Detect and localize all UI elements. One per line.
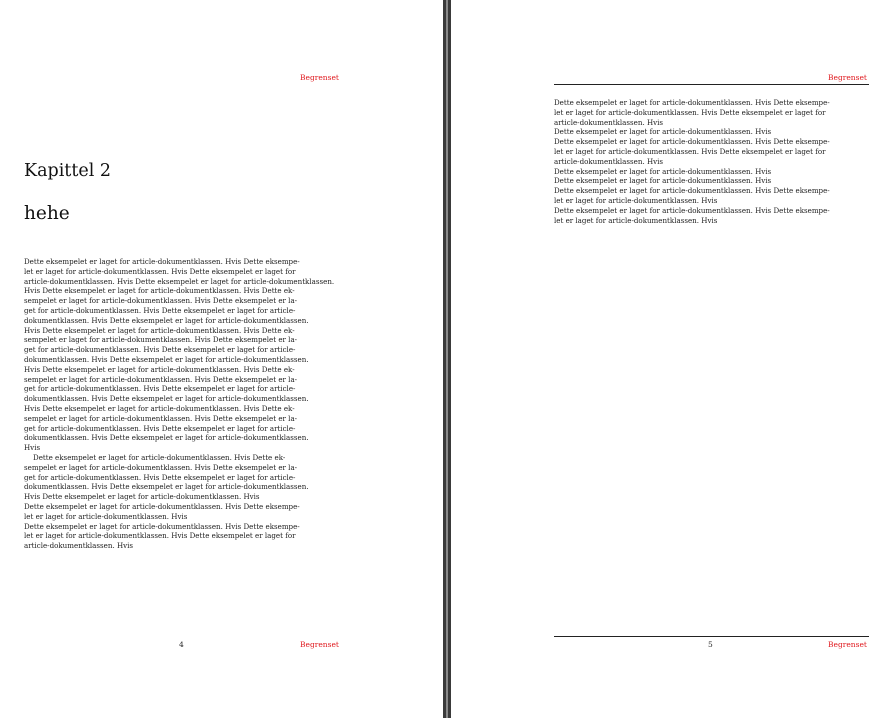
text-line: get for article-dokumentklassen. Hvis Dette eksempelet er laget for article- bbox=[24, 345, 296, 355]
text-line: Dette eksempelet er laget for article-dokumentklassen. Hvis Dette eksempe- bbox=[554, 137, 830, 147]
text-line: Hvis Dette eksempelet er laget for article-dokumentklassen. Hvis Dette ek- bbox=[24, 325, 295, 335]
text-line: sempelet er laget for article-dokumentklassen. Hvis Dette eksempelet er la- bbox=[24, 335, 298, 345]
header-classification-mark: Begrenset bbox=[300, 73, 339, 82]
text-line: let er laget for article-dokumentklassen. Hvis Dette eksempelet er laget for bbox=[24, 531, 296, 541]
footer-classification-mark: Begrenset bbox=[300, 640, 339, 649]
text-line: let er laget for article-dokumentklassen. Hvis Dette eksempelet er laget for bbox=[554, 146, 826, 156]
chapter-title: hehe bbox=[24, 203, 70, 224]
body-text bbox=[554, 98, 830, 225]
header-classification-mark: Begrenset bbox=[828, 73, 867, 82]
text-line: Hvis Dette eksempelet er laget for article-dokumentklassen. Hvis Dette ek- bbox=[24, 286, 295, 296]
text-line: Dette eksempelet er laget for article-dokumentklassen. Hvis Dette eksempe- bbox=[554, 205, 830, 215]
text-line: let er laget for article-dokumentklassen. Hvis Dette eksempelet er laget for bbox=[24, 266, 296, 276]
text-line: dokumentklassen. Hvis Dette eksempelet er laget for article-dokumentklassen. bbox=[24, 354, 309, 364]
text-line: sempelet er laget for article-dokumentklassen. Hvis Dette eksempelet er la- bbox=[24, 374, 298, 384]
page-gutter bbox=[443, 0, 451, 718]
text-line: let er laget for article-dokumentklassen. Hvis Dette eksempelet er laget for bbox=[554, 107, 826, 117]
chapter-number: Kapittel 2 bbox=[24, 161, 112, 181]
text-line: Hvis Dette eksempelet er laget for article-dokumentklassen. Hvis Dette ek- bbox=[24, 403, 295, 413]
text-line: Dette eksempelet er laget for article-dokumentklassen. Hvis bbox=[554, 176, 772, 186]
text-line: Hvis bbox=[24, 443, 41, 453]
text-line: sempelet er laget for article-dokumentklassen. Hvis Dette eksempelet er la- bbox=[24, 413, 298, 423]
text-line: article-dokumentklassen. Hvis bbox=[24, 541, 134, 551]
text-line: dokumentklassen. Hvis Dette eksempelet er laget for article-dokumentklassen. bbox=[24, 315, 309, 325]
text-line: get for article-dokumentklassen. Hvis Dette eksempelet er laget for article- bbox=[24, 305, 296, 315]
text-line: Hvis Dette eksempelet er laget for article-dokumentklassen. Hvis bbox=[24, 492, 260, 502]
text-line: let er laget for article-dokumentklassen. Hvis bbox=[554, 195, 718, 205]
text-line: get for article-dokumentklassen. Hvis Dette eksempelet er laget for article- bbox=[24, 472, 296, 482]
text-line: sempelet er laget for article-dokumentklassen. Hvis Dette eksempelet er la- bbox=[24, 296, 298, 306]
text-line: let er laget for article-dokumentklassen. Hvis bbox=[554, 215, 718, 225]
text-line: Dette eksempelet er laget for article-dokumentklassen. Hvis Dette eksempe- bbox=[24, 501, 300, 511]
text-line: get for article-dokumentklassen. Hvis Dette eksempelet er laget for article- bbox=[24, 384, 296, 394]
text-line: Dette eksempelet er laget for article-dokumentklassen. Hvis bbox=[554, 166, 772, 176]
text-line: Dette eksempelet er laget for article-dokumentklassen. Hvis Dette eksempe- bbox=[24, 521, 300, 531]
page-number: 4 bbox=[179, 640, 184, 649]
text-line: dokumentklassen. Hvis Dette eksempelet er laget for article-dokumentklassen. bbox=[24, 433, 309, 443]
text-line: Dette eksempelet er laget for article-dokumentklassen. Hvis Dette ek- bbox=[24, 452, 286, 462]
text-line: Dette eksempelet er laget for article-dokumentklassen. Hvis bbox=[554, 127, 772, 137]
text-line: dokumentklassen. Hvis Dette eksempelet er laget for article-dokumentklassen. bbox=[24, 482, 309, 492]
document-page-5 bbox=[451, 0, 876, 718]
text-line: dokumentklassen. Hvis Dette eksempelet er laget for article-dokumentklassen. bbox=[24, 394, 309, 404]
text-line: Dette eksempelet er laget for article-dokumentklassen. Hvis Dette eksempe- bbox=[554, 98, 830, 107]
text-line: article-dokumentklassen. Hvis bbox=[554, 156, 664, 166]
text-line: sempelet er laget for article-dokumentklassen. Hvis Dette eksempelet er la- bbox=[24, 462, 298, 472]
page-number: 5 bbox=[708, 640, 713, 649]
footer-classification-mark: Begrenset bbox=[828, 640, 867, 649]
text-line: article-dokumentklassen. Hvis bbox=[554, 117, 664, 127]
text-line: Dette eksempelet er laget for article-dokumentklassen. Hvis Dette eksempe- bbox=[24, 257, 300, 266]
text-line: let er laget for article-dokumentklassen. Hvis bbox=[24, 511, 188, 521]
text-line: get for article-dokumentklassen. Hvis Dette eksempelet er laget for article- bbox=[24, 423, 296, 433]
footer-rule bbox=[554, 636, 869, 637]
text-line: Hvis Dette eksempelet er laget for article-dokumentklassen. Hvis Dette ek- bbox=[24, 364, 295, 374]
body-text bbox=[24, 257, 334, 551]
header-rule bbox=[554, 84, 869, 85]
text-line: Dette eksempelet er laget for article-dokumentklassen. Hvis Dette eksempe- bbox=[554, 186, 830, 196]
text-line: article-dokumentklassen. Hvis Dette eksempelet er laget for article-dokumentklassen. bbox=[24, 276, 335, 286]
